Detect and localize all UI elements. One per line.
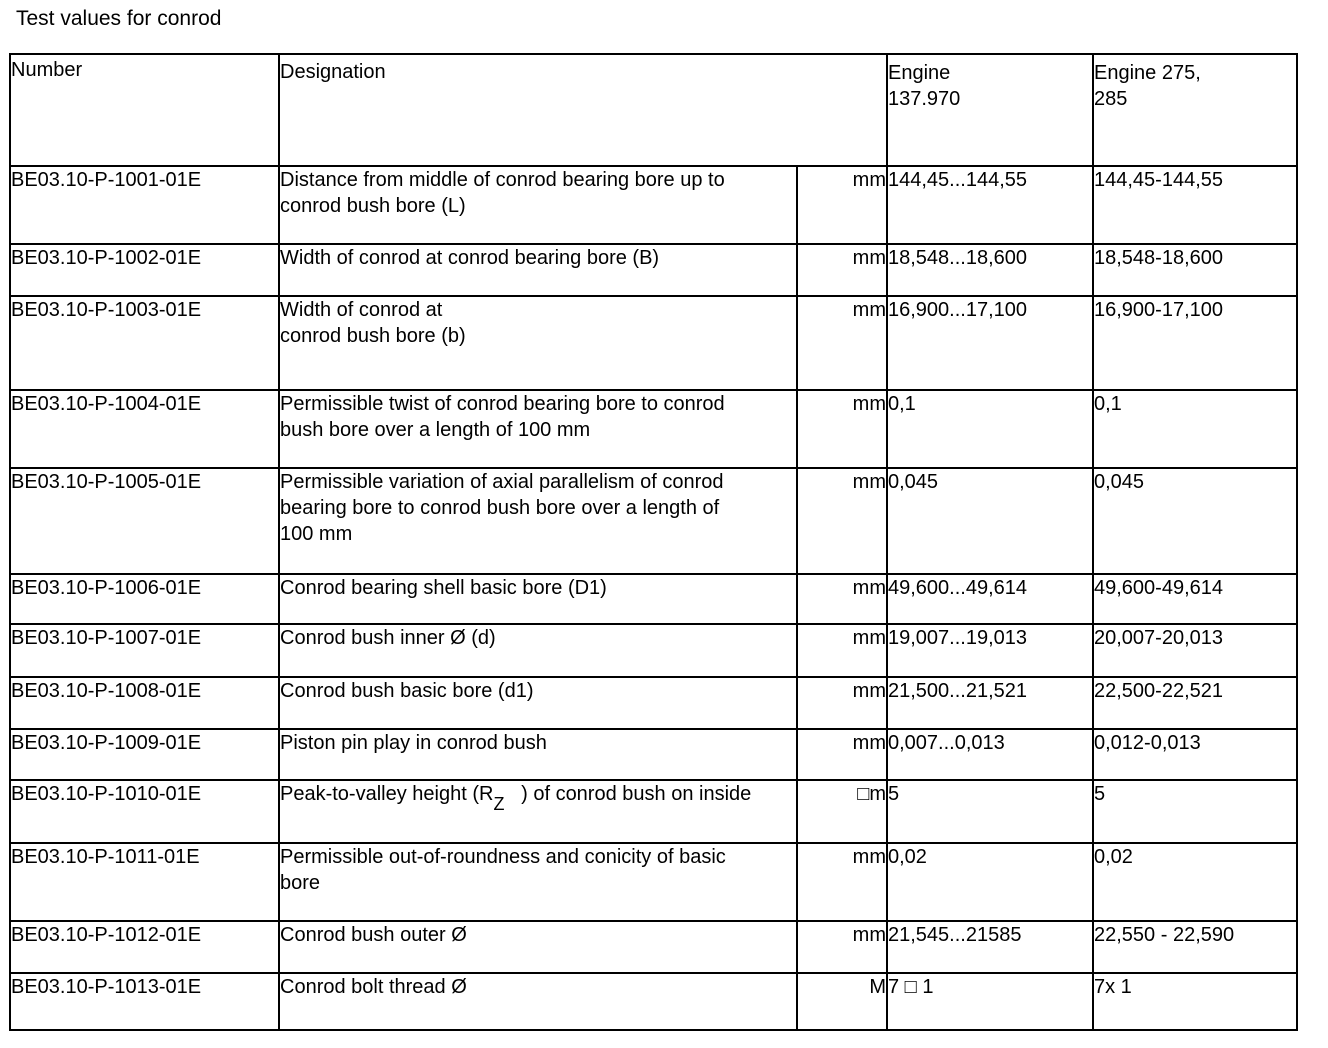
designation-line: Permissible variation of axial parallelism of conrod [280,471,724,493]
row-engine1-value: 16,900...17,100 [887,296,1093,390]
header-engine2-line1: Engine 275, [1094,62,1201,84]
designation-line: Permissible twist of conrod bearing bore to conrod [280,393,725,415]
row-designation: Conrod bearing shell basic bore (D1) [279,574,797,624]
designation-line: 100 mm [280,523,353,545]
row-engine2-value: 20,007-20,013 [1093,624,1297,677]
table-row [10,843,1297,921]
test-values-table [9,53,1298,1031]
table-row [10,390,1297,468]
table-row [10,468,1297,574]
designation-text: ) of conrod bush on inside [521,783,752,805]
row-engine1-value: 144,45...144,55 [887,166,1093,244]
row-engine1-value: 21,500...21,521 [887,677,1093,729]
table-row [10,973,1297,1030]
row-engine1-value: 0,02 [887,843,1093,921]
row-number: BE03.10-P-1008-01E [10,677,279,729]
row-engine1-value: 21,545...21585 [887,921,1093,973]
row-number: BE03.10-P-1007-01E [10,624,279,677]
row-number: BE03.10-P-1002-01E [10,244,279,296]
row-engine1-value: 7 □ 1 [887,973,1093,1030]
row-engine1-value: 5 [887,780,1093,843]
row-unit: mm [797,468,887,574]
designation-line: bore [280,872,321,894]
header-engine-137970 [887,54,1093,166]
designation-line: bearing bore to conrod bush bore over a length of [280,497,720,519]
designation-line: Width of conrod at [280,299,443,321]
row-designation [279,296,797,390]
row-engine1-value: 18,548...18,600 [887,244,1093,296]
row-designation: Conrod bush inner Ø (d) [279,624,797,677]
row-number: BE03.10-P-1012-01E [10,921,279,973]
row-designation: Width of conrod at conrod bearing bore (B) [279,244,797,296]
row-engine2-value: 18,548-18,600 [1093,244,1297,296]
row-unit: □m [797,780,887,843]
row-engine2-value: 7x 1 [1093,973,1297,1030]
row-designation [279,843,797,921]
table-row [10,574,1297,624]
row-engine1-value: 0,045 [887,468,1093,574]
table-row [10,729,1297,780]
row-designation: Conrod bush basic bore (d1) [279,677,797,729]
designation-line: Permissible out-of-roundness and conicity of basic [280,846,726,868]
row-unit: mm [797,166,887,244]
designation-line: bush bore over a length of 100 mm [280,419,591,441]
header-row [10,54,1297,166]
row-engine2-value: 0,012-0,013 [1093,729,1297,780]
table-row [10,296,1297,390]
designation-line: Distance from middle of conrod bearing bore up to [280,169,725,191]
row-number: BE03.10-P-1005-01E [10,468,279,574]
row-unit: M [797,973,887,1030]
header-engine-275-285 [1093,54,1297,166]
row-number: BE03.10-P-1006-01E [10,574,279,624]
row-designation: Conrod bolt thread Ø [279,973,797,1030]
row-unit: mm [797,574,887,624]
row-number: BE03.10-P-1004-01E [10,390,279,468]
header-engine2-line2: 285 [1094,88,1128,110]
row-designation [279,468,797,574]
row-unit: mm [797,729,887,780]
row-engine1-value: 0,1 [887,390,1093,468]
row-engine2-value: 22,500-22,521 [1093,677,1297,729]
header-number: Number [10,54,279,166]
row-engine2-value: 144,45-144,55 [1093,166,1297,244]
row-unit: mm [797,843,887,921]
header-engine1-line2: 137.970 [888,88,961,110]
row-designation [279,166,797,244]
table-row [10,244,1297,296]
row-number: BE03.10-P-1011-01E [10,843,279,921]
page-title: Test values for conrod [16,7,222,30]
row-engine2-value: 0,02 [1093,843,1297,921]
row-number: BE03.10-P-1013-01E [10,973,279,1030]
table-row [10,921,1297,973]
row-designation [279,780,797,843]
row-number: BE03.10-P-1010-01E [10,780,279,843]
row-engine1-value: 19,007...19,013 [887,624,1093,677]
row-engine2-value: 22,550 - 22,590 [1093,921,1297,973]
header-engine1-line1: Engine [888,62,951,84]
row-number: BE03.10-P-1009-01E [10,729,279,780]
row-engine2-value: 49,600-49,614 [1093,574,1297,624]
row-engine1-value: 49,600...49,614 [887,574,1093,624]
row-number: BE03.10-P-1003-01E [10,296,279,390]
table-row [10,624,1297,677]
row-designation: Piston pin play in conrod bush [279,729,797,780]
row-unit: mm [797,921,887,973]
table-row [10,166,1297,244]
row-number: BE03.10-P-1001-01E [10,166,279,244]
row-designation: Conrod bush outer Ø [279,921,797,973]
row-designation [279,390,797,468]
row-unit: mm [797,677,887,729]
designation-line: conrod bush bore (L) [280,195,466,217]
row-unit: mm [797,296,887,390]
row-engine2-value: 0,045 [1093,468,1297,574]
row-unit: mm [797,244,887,296]
table-row [10,780,1297,843]
header-designation: Designation [279,54,887,166]
designation-text: Peak-to-valley height (R [280,783,494,805]
row-unit: mm [797,624,887,677]
designation-line: conrod bush bore (b) [280,325,466,347]
row-engine2-value: 0,1 [1093,390,1297,468]
row-engine2-value: 16,900-17,100 [1093,296,1297,390]
row-engine2-value: 5 [1093,780,1297,843]
row-engine1-value: 0,007...0,013 [887,729,1093,780]
rz-subscript: Z [493,794,505,814]
row-unit: mm [797,390,887,468]
table-row [10,677,1297,729]
